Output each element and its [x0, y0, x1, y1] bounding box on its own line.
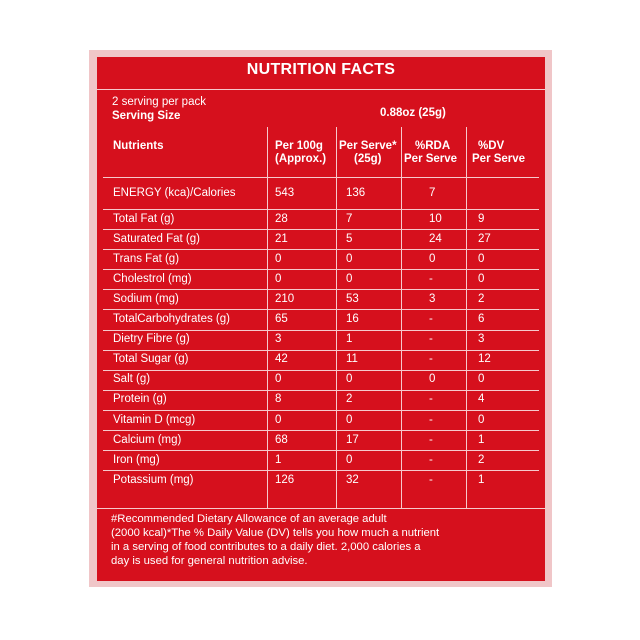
row-nutrient-name: Cholestrol (mg): [113, 272, 192, 285]
row-rda-value: 0: [429, 252, 436, 265]
header-rda-line1: %RDA: [415, 140, 451, 152]
row-divider: [103, 470, 539, 471]
row-nutrient-name: TotalCarbohydrates (g): [113, 313, 230, 326]
row-divider: [103, 370, 539, 371]
row-divider: [103, 269, 539, 270]
row-nutrient-name: ENERGY (kca)/Calories: [113, 186, 236, 199]
row-nutrient-name: Vitamin D (mcg): [113, 413, 196, 426]
header-rda-line2: Per Serve: [404, 153, 458, 165]
row-rda-value: -: [429, 333, 433, 346]
row-rda-value: 24: [429, 232, 442, 245]
row-per100-value: 28: [275, 212, 288, 225]
nutrition-facts-panel: [97, 57, 545, 581]
row-nutrient-name: Total Fat (g): [113, 212, 175, 225]
row-perserve-value: 11: [346, 353, 358, 366]
row-perserve-value: 0: [346, 252, 353, 265]
row-rda-value: 3: [429, 292, 436, 305]
row-dv-value: 0: [478, 413, 485, 426]
row-per100-value: 65: [275, 313, 288, 326]
row-dv-value: 0: [478, 272, 485, 285]
header-dv-line2: Per Serve: [472, 153, 526, 165]
row-perserve-value: 32: [346, 473, 359, 486]
row-rda-value: -: [429, 272, 433, 285]
row-perserve-value: 2: [346, 393, 353, 406]
row-divider: [103, 177, 539, 178]
row-divider: [103, 209, 539, 210]
row-dv-value: 6: [478, 313, 485, 326]
header-nutrients: Nutrients: [113, 140, 164, 152]
row-dv-value: 2: [478, 292, 485, 305]
row-dv-value: 0: [478, 252, 485, 265]
row-nutrient-name: Trans Fat (g): [113, 252, 180, 265]
row-per100-value: 210: [275, 292, 295, 305]
row-dv-value: 3: [478, 333, 485, 346]
title-divider: [97, 89, 545, 90]
row-per100-value: 21: [275, 232, 288, 245]
row-rda-value: -: [429, 413, 433, 426]
footnote-line: in a serving of food contributes to a daily diet. 2,000 calories a: [111, 541, 421, 553]
header-per100-line1: Per 100g: [275, 140, 323, 152]
servings-per-pack: 2 serving per pack: [112, 96, 206, 108]
row-nutrient-name: Dietry Fibre (g): [113, 333, 190, 346]
row-divider: [103, 309, 539, 310]
header-per100-line2: (Approx.): [275, 153, 327, 165]
row-per100-value: 543: [275, 186, 295, 199]
row-rda-value: -: [429, 353, 433, 366]
row-divider: [103, 390, 539, 391]
row-perserve-value: 16: [346, 313, 359, 326]
row-rda-value: -: [429, 453, 433, 466]
row-rda-value: 7: [429, 186, 436, 199]
row-perserve-value: 0: [346, 272, 353, 285]
row-nutrient-name: Calcium (mg): [113, 433, 182, 446]
row-rda-value: -: [429, 313, 433, 326]
row-per100-value: 0: [275, 252, 282, 265]
row-per100-value: 1: [275, 453, 282, 466]
row-rda-value: 10: [429, 212, 442, 225]
row-perserve-value: 0: [346, 413, 353, 426]
row-perserve-value: 0: [346, 453, 353, 466]
row-nutrient-name: Iron (mg): [113, 453, 160, 466]
row-per100-value: 68: [275, 433, 288, 446]
row-dv-value: 1: [478, 473, 485, 486]
row-per100-value: 0: [275, 272, 282, 285]
row-divider: [103, 350, 539, 351]
footnote: [111, 512, 536, 568]
row-divider: [103, 410, 539, 411]
row-nutrient-name: Sodium (mg): [113, 292, 179, 305]
row-divider: [103, 430, 539, 431]
row-nutrient-name: Saturated Fat (g): [113, 232, 200, 245]
row-per100-value: 0: [275, 373, 282, 386]
row-divider: [103, 289, 539, 290]
row-nutrient-name: Potassium (mg): [113, 473, 194, 486]
row-nutrient-name: Salt (g): [113, 373, 151, 386]
serving-size-value: 0.88oz (25g): [380, 107, 446, 119]
panel-title: NUTRITION FACTS: [246, 61, 396, 78]
row-dv-value: 0: [478, 373, 485, 386]
row-perserve-value: 0: [346, 373, 353, 386]
row-dv-value: 9: [478, 212, 485, 225]
row-per100-value: 0: [275, 413, 282, 426]
row-divider: [103, 249, 539, 250]
row-dv-value: 4: [478, 393, 485, 406]
row-rda-value: -: [429, 433, 433, 446]
row-divider: [103, 229, 539, 230]
row-nutrient-name: Total Sugar (g): [113, 353, 189, 366]
footnote-line: (2000 kcal)*The % Daily Value (DV) tells you how much a nutrient: [111, 527, 440, 539]
footnote-line: #Recommended Dietary Allowance of an average adult: [111, 513, 387, 525]
row-rda-value: -: [429, 393, 433, 406]
row-dv-value: 12: [478, 353, 491, 366]
row-perserve-value: 53: [346, 292, 359, 305]
row-per100-value: 42: [275, 353, 288, 366]
row-per100-value: 126: [275, 473, 295, 486]
header-perserve-line1: Per Serve*: [339, 140, 397, 152]
footnote-line: day is used for general nutrition advise.: [111, 555, 308, 567]
row-dv-value: 2: [478, 453, 485, 466]
row-per100-value: 8: [275, 393, 282, 406]
row-nutrient-name: Protein (g): [113, 393, 167, 406]
row-divider: [103, 450, 539, 451]
table-bottom-rule: [97, 508, 545, 509]
row-perserve-value: 17: [346, 433, 359, 446]
serving-size-label: Serving Size: [112, 110, 181, 122]
header-perserve-line2: (25g): [354, 153, 382, 165]
row-dv-value: 1: [478, 433, 485, 446]
row-dv-value: 27: [478, 232, 491, 245]
row-perserve-value: 136: [346, 186, 366, 199]
row-perserve-value: 5: [346, 232, 353, 245]
row-per100-value: 3: [275, 333, 282, 346]
row-perserve-value: 1: [346, 333, 353, 346]
row-perserve-value: 7: [346, 212, 353, 225]
header-dv-line1: %DV: [478, 140, 505, 152]
row-rda-value: -: [429, 473, 433, 486]
row-rda-value: 0: [429, 373, 436, 386]
row-divider: [103, 330, 539, 331]
